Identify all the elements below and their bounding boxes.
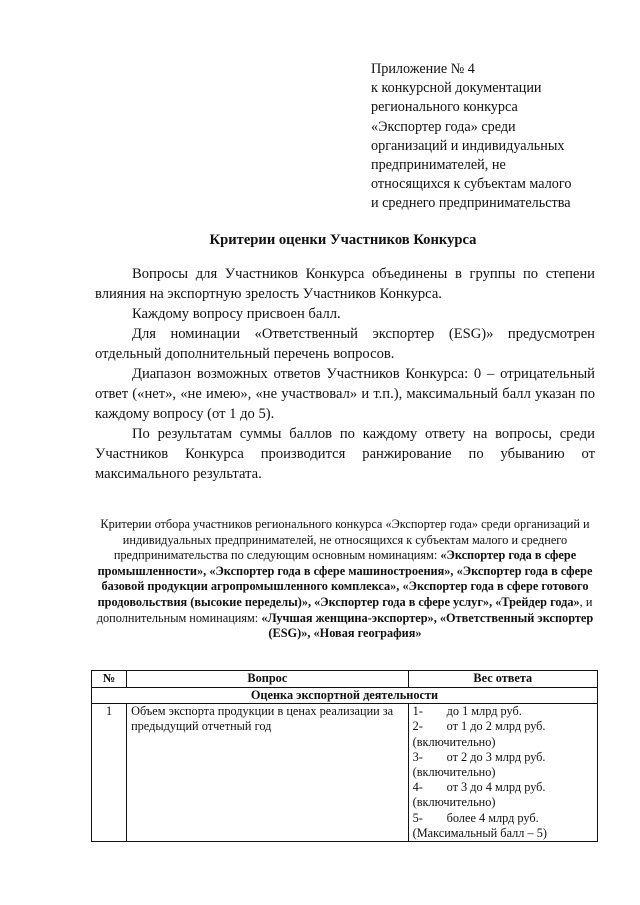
row-question: Объем экспорта продукции в ценах реализации за предыдущий отчетный год xyxy=(127,704,409,842)
answer-option: 4- от 3 до 4 млрд руб. xyxy=(412,780,546,795)
answer-option-note: (включительно) xyxy=(412,765,496,780)
criteria-table xyxy=(91,670,598,842)
answer-option-note: (включительно) xyxy=(412,734,496,749)
paragraph: Каждому вопросу присвоен балл. xyxy=(132,306,341,322)
body-text xyxy=(95,264,595,484)
answer-option: 5- более 4 млрд руб. xyxy=(412,810,539,825)
answer-option-note: (Максимальный балл – 5) xyxy=(412,825,547,840)
paragraph: Диапазон возможных ответов Участников Конкурса: 0 – отрицательный ответ («нет», «не имею», «не участвовал» и т.п.), максимальный балл указан по каждому вопросу (от 1 до 5). xyxy=(95,366,595,422)
header-num: № xyxy=(92,671,127,688)
appendix-block xyxy=(371,60,621,214)
table-row xyxy=(92,704,598,842)
criteria-block xyxy=(88,517,602,642)
appendix-line: и среднего предпринимательства xyxy=(371,195,571,212)
paragraph: Для номинации «Ответственный экспортер (ESG)» предусмотрен отдельный дополнительный перечень вопросов. xyxy=(95,326,595,362)
row-answers xyxy=(408,704,597,842)
appendix-line: «Экспортер года» среди xyxy=(371,118,516,135)
page-title-text: Критерии оценки Участников Конкурса xyxy=(209,232,477,248)
criteria-connector: , и дополнительным номинациям: xyxy=(96,594,593,625)
appendix-line: организаций и индивидуальных xyxy=(371,137,565,154)
section-title: Оценка экспортной деятельности xyxy=(92,688,598,704)
answer-option-note: (включительно) xyxy=(412,795,496,810)
appendix-line: к конкурсной документации xyxy=(371,80,542,97)
table-section-row xyxy=(92,688,598,704)
page-title xyxy=(0,232,640,249)
appendix-line: регионального конкурса xyxy=(371,99,518,116)
header-question: Вопрос xyxy=(127,671,409,688)
paragraph: По результатам суммы баллов по каждому ответу на вопросы, среди Участников Конкурса производится ранжирование по убыванию от максимального результата. xyxy=(95,426,595,482)
appendix-line: предпринимателей, не xyxy=(371,157,506,174)
paragraph: Вопросы для Участников Конкурса объединены в группы по степени влияния на экспортную зрелость Участников Конкурса. xyxy=(95,266,595,302)
answer-option: 3- от 2 до 3 млрд руб. xyxy=(412,749,546,764)
answer-option: 2- от 1 до 2 млрд руб. xyxy=(412,719,546,734)
criteria-intro: Критерии отбора участников регионального конкурса «Экспортер года» среди организаций и индивидуальных предпринимателей, не относящихся к субъектам малого и среднего предпринимательства по следующим основным номинациям: xyxy=(100,517,590,563)
appendix-line: относящихся к субъектам малого xyxy=(371,176,572,193)
criteria-nominations-main: «Экспортер года в сфере промышленности», «Экспортер года в сфере машиностроения», «Экспортер года в сфере базовой продукции агропромышленного комплекса», «Экспортер года в сфере готового продовольствия (высокие переделы)», «Экспортер года в сфере услуг», «Трейдер года» xyxy=(97,548,593,609)
header-weight: Вес ответа xyxy=(408,671,597,688)
criteria-nominations-extra: «Лучшая женщина-экспортер», «Ответственный экспортер (ESG)», «Новая география» xyxy=(261,610,594,641)
answer-option: 1- до 1 млрд руб. xyxy=(412,704,522,719)
row-num: 1 xyxy=(92,704,127,842)
appendix-line: Приложение № 4 xyxy=(371,61,475,77)
table-header-row xyxy=(92,671,598,688)
